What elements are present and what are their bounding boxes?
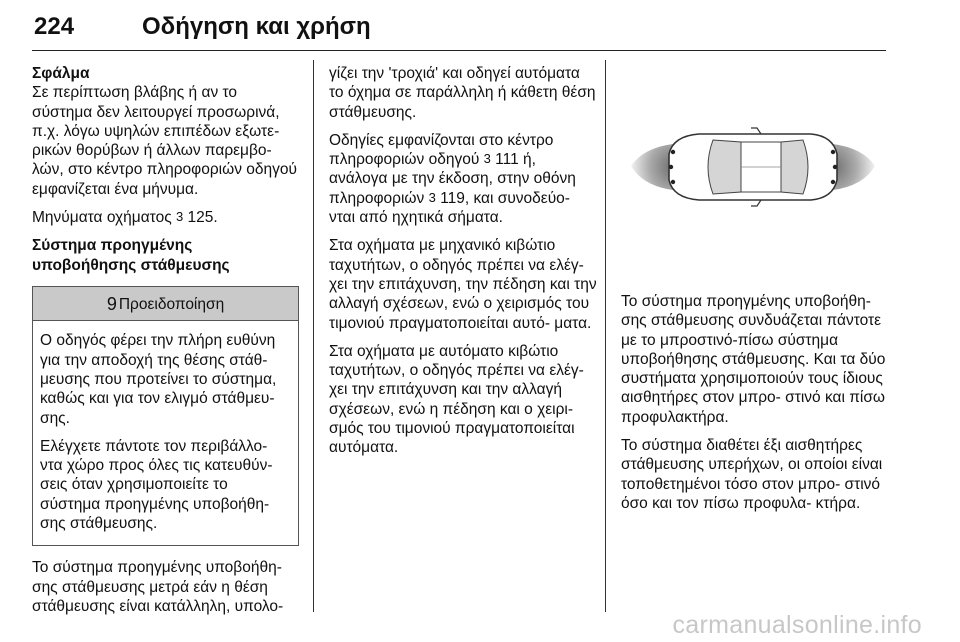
column-2: [329, 64, 597, 467]
instructions-paragraph: [329, 131, 597, 227]
combined-system-paragraph: Το σύστημα προηγμένης υποβοήθη- σης στάθμευσης συνδυάζεται πάντοτε με το μπροστινό-πίσω σύστημα υποβοήθησης στάθμευσης. Και τα δύο συστήματα χρησιμοποιούν τους ίδιους αισθητήρες στον μπρο- στινό και πίσω προφυλακτήρα.: [621, 293, 886, 426]
column-divider-right: [605, 60, 606, 612]
watermark: carmanualsonline.info: [672, 611, 922, 639]
sensors-paragraph: Το σύστημα διαθέτει έξι αισθητήρες στάθμευσης υπερήχων, οι οποίοι είναι τοποθετημένοι τόσο στον μπρο- στινό όσο και τον πίσω προφυλα- κτήρα.: [621, 437, 883, 512]
warning-box: [32, 286, 299, 546]
manual-gearbox-paragraph: Στα οχήματα με μηχανικό κιβώτιο ταχυτήτων, ο οδηγός πρέπει να ελέγ- χει την επιτάχυνση, την πέδηση και την αλλαγή σχέσεων, ενώ ο χειρισμός του τιμονιού πραγματοποιείται αυτό- ματα.: [329, 237, 597, 332]
column-1: [32, 64, 297, 625]
instructions-text-b: 111 ή, ανάλογα με την έκδοση, στην οθόνη πληροφοριών: [329, 151, 576, 207]
page-number: 224: [34, 13, 75, 40]
trajectory-paragraph: γίζει την 'τροχιά' και οδηγεί αυτόματα το όχημα σε παράλληλη ή κάθετη θέση στάθμευσης.: [329, 65, 596, 121]
parking-sensor-illustration: [621, 62, 885, 274]
section-title-line-2: υποβοήθησης στάθμευσης: [32, 256, 230, 274]
warning-paragraph-2: Ελέγχετε πάντοτε τον περιβάλλο- ντα χώρο προς όλες τις κατευθύν- σεις όταν χρησιμοποιείτε το σύστημα προηγμένης υποβοήθη- σης στάθμευσης.: [40, 437, 273, 533]
vehicle-messages-text: Μηνύματα οχήματος: [32, 209, 172, 227]
warning-paragraph-1: Ο οδηγός φέρει την πλήρη ευθύνη για την αποδοχή της θέσης στάθ- μευσης που προτείνει το σύστημα, καθώς και για τον ελιγμό στάθμευ- σης.: [40, 332, 277, 427]
automatic-gearbox-paragraph: Στα οχήματα με αυτόματο κιβώτιο ταχυτήτων, ο οδηγός πρέπει να ελέγ- χει την επιτάχυνση και την αλλαγή σχέσεων, ενώ η πέδηση και ο χειρι- σμός του τιμονιού πραγματοποιείται αυτόματα.: [329, 342, 584, 457]
car-top-view-image: [621, 62, 885, 274]
page-header: [32, 10, 886, 51]
warning-header: [33, 287, 298, 321]
car-body: [669, 128, 837, 206]
instructions-text-a: Οδηγίες εμφανίζονται στο κέντρο πληροφοριών οδηγού: [329, 131, 554, 169]
warning-body: [33, 321, 298, 545]
instructions-text-c: 119, και συνοδεύο- νται από ηχητικά σήματα.: [329, 189, 570, 227]
column-divider-left: [313, 60, 314, 612]
page-title: Οδήγηση και χρήση: [142, 13, 371, 40]
front-sensor-zone: [833, 144, 875, 190]
column-3: [621, 292, 887, 522]
section-title-line-1: Σύστημα προηγμένης: [32, 237, 193, 255]
error-heading: Σφάλμα: [32, 65, 90, 82]
page-ref-arrow-icon: 3: [483, 151, 491, 167]
page-ref-arrow-icon: 3: [428, 189, 436, 205]
warning-triangle-icon: 9: [106, 294, 117, 315]
warning-title: Προειδοποίηση: [118, 296, 225, 314]
vehicle-messages-page: 125.: [187, 209, 218, 227]
intro-paragraph: Το σύστημα προηγμένης υποβοήθη- σης στάθμευσης μετρά εάν η θέση στάθμευσης είναι κατάλληλη, υπολο-: [32, 559, 284, 615]
page-ref-arrow-icon: 3: [175, 209, 184, 225]
rear-sensor-zone: [631, 144, 673, 190]
error-paragraph: Σε περίπτωση βλάβης ή αν το σύστημα δεν λειτουργεί προσωρινά, π.χ. λόγω υψηλών επιπέδων εξωτε- ρικών θορύβων ή άλλων παρεμβο- λών, στο κέντρο πληροφοριών οδηγού εμφανίζεται ένα μήνυμα.: [32, 84, 297, 198]
vehicle-messages-ref: [32, 208, 297, 227]
section-title: [32, 236, 297, 275]
